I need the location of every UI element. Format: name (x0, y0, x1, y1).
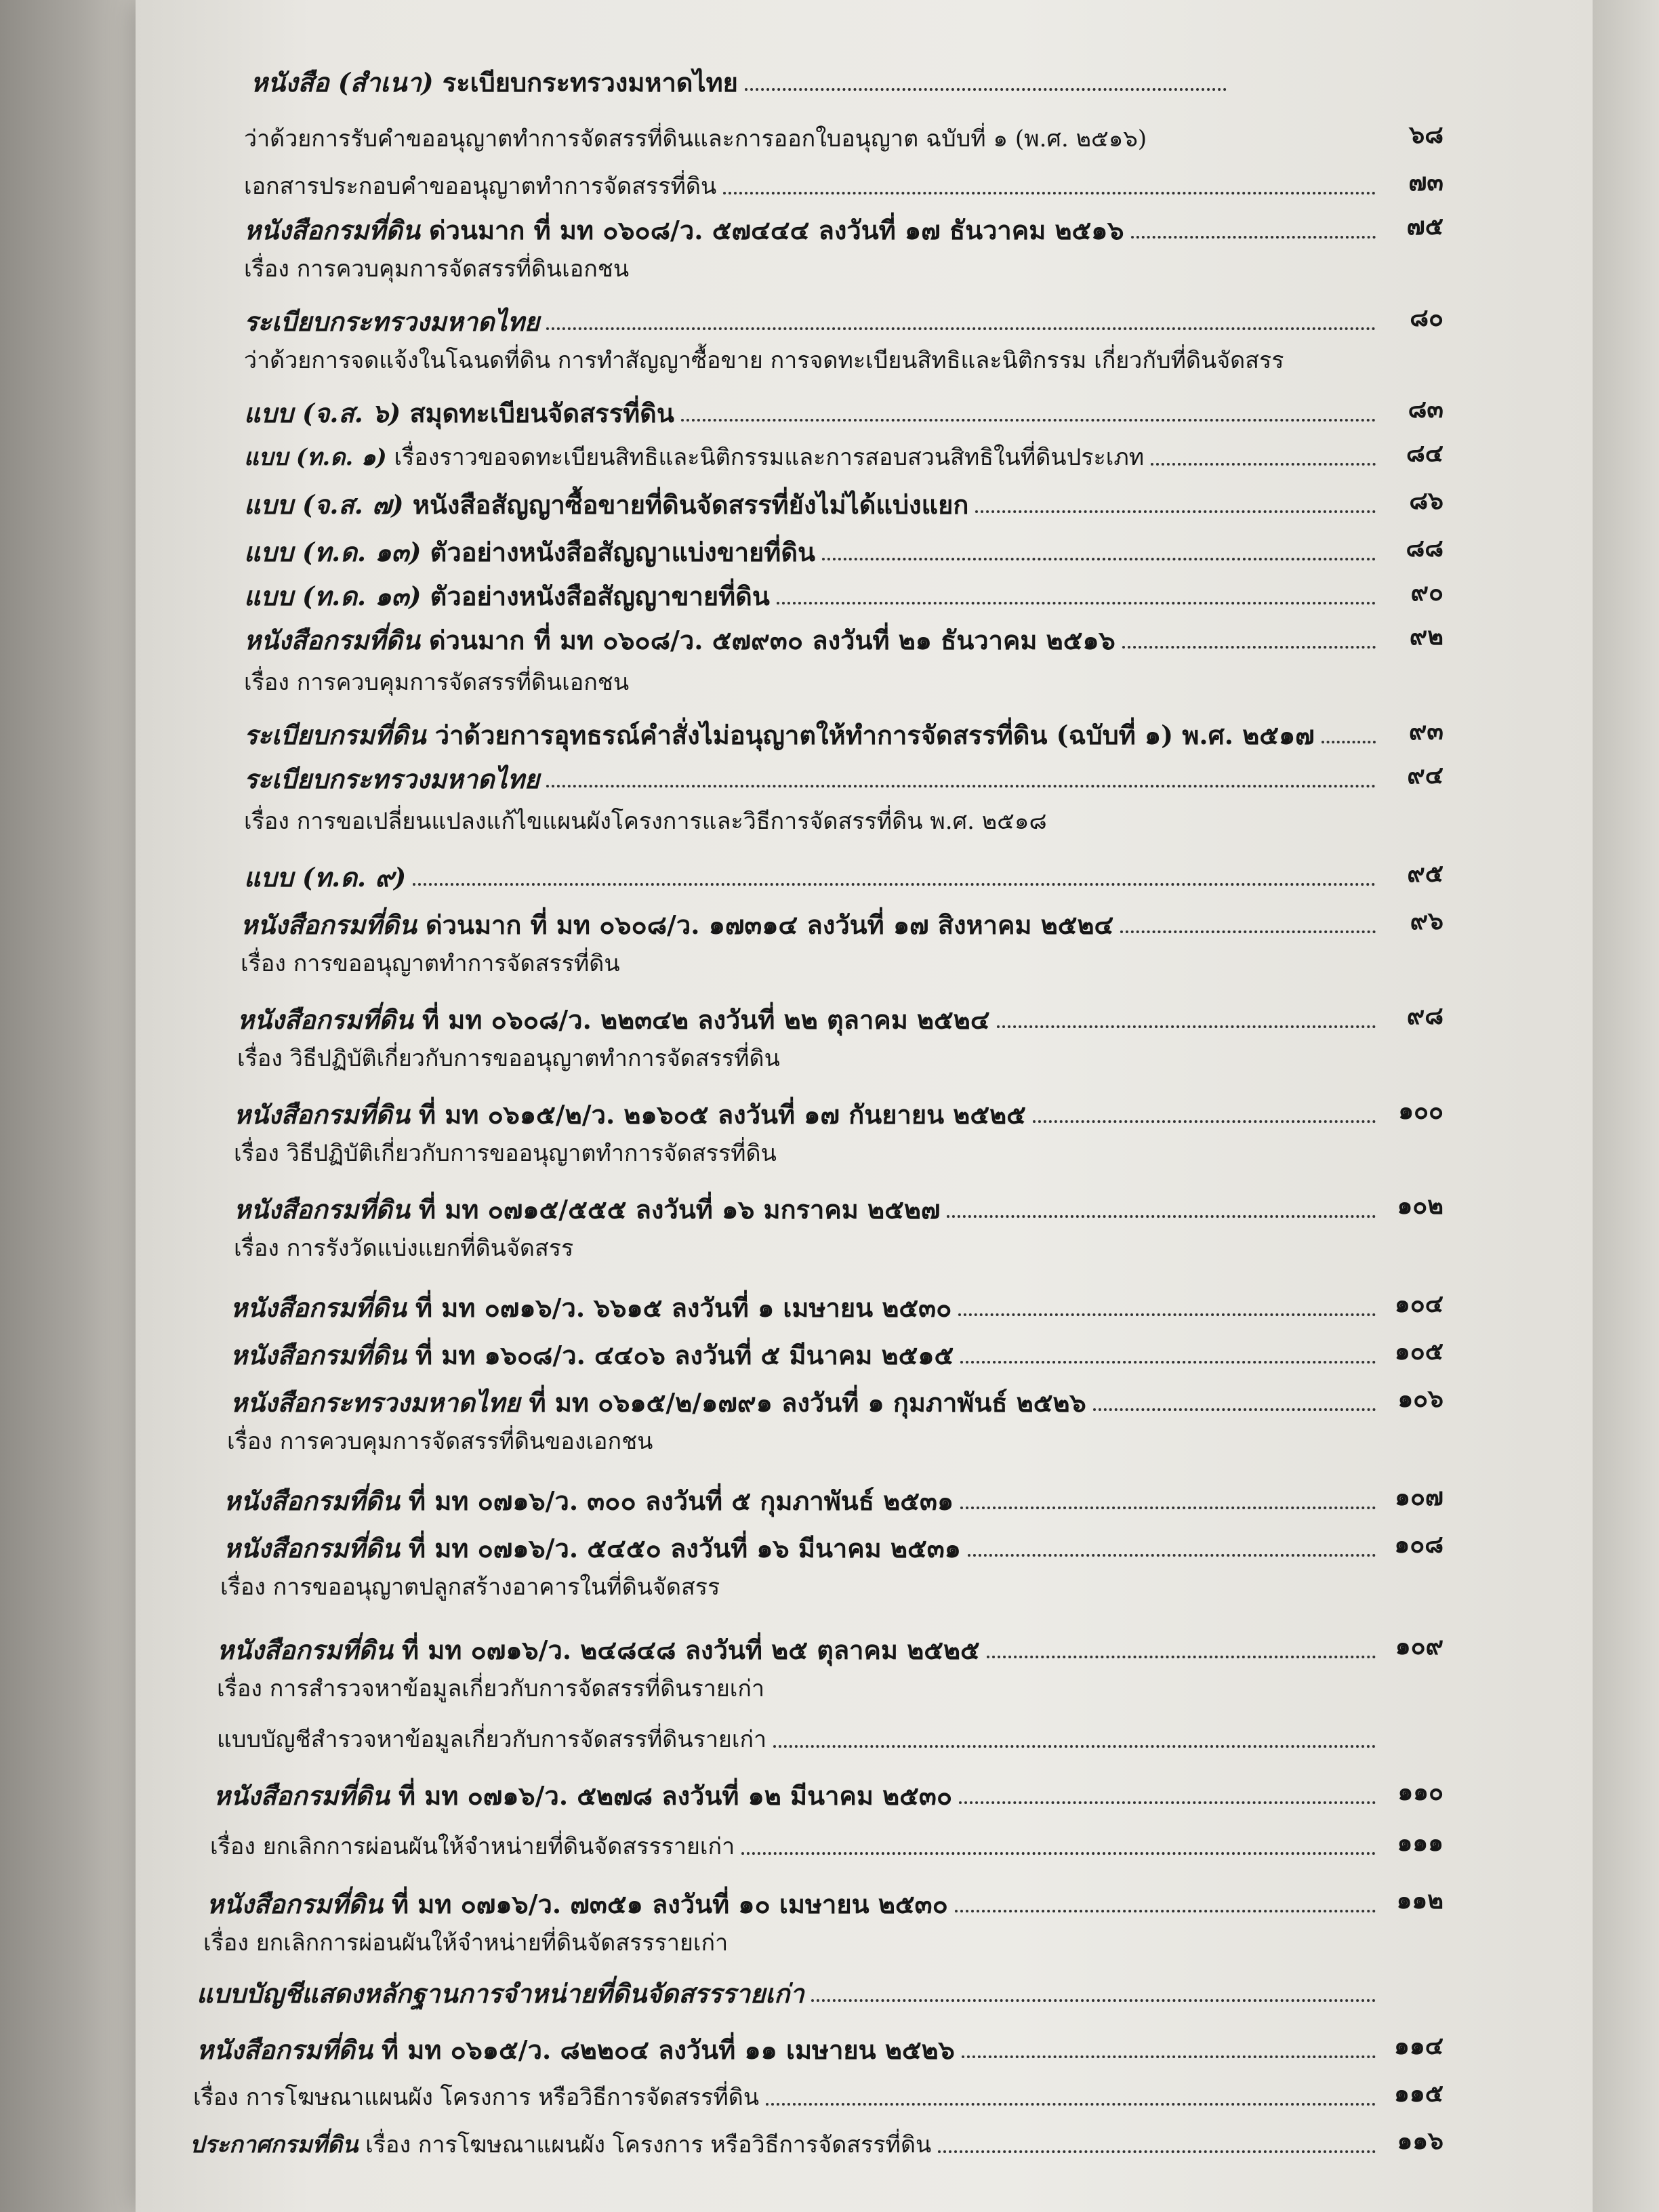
toc-entry (213, 1772, 1443, 1811)
toc-entry-title (217, 1725, 766, 1755)
toc-entry-lead: แบบ (ท.ด. ๙) (244, 862, 407, 893)
dot-leader (811, 1999, 1376, 2002)
dot-leader (1120, 930, 1376, 933)
toc-entry-text: เรื่อง การสำรวจหาข้อมูลเกี่ยวกับการจัดสรรที่ดินรายเก่า (217, 1675, 765, 1702)
dot-leader (938, 2150, 1376, 2153)
page-number: ๑๐๒ (1397, 1191, 1443, 1220)
toc-entry-text: ที่ มท ๐๗๑๖/ว. ๓๐๐ ลงวันที่ ๕ กุมภาพันธ์ ๒๕๓๑ (409, 1486, 954, 1516)
toc-entry (230, 1284, 1443, 1323)
toc-entry-text: เรื่อง การขออนุญาตทำการจัดสรรที่ดิน (241, 950, 620, 977)
toc-entry-title (193, 2083, 759, 2112)
page-number: ๑๐๙ (1395, 1632, 1443, 1660)
toc-entry (197, 2026, 1443, 2065)
page-number: ๗๓ (1408, 168, 1443, 197)
dot-leader (987, 1656, 1376, 1658)
toc-entry (234, 1186, 1443, 1225)
toc-entry-title (244, 581, 770, 611)
toc-entry-lead: แบบ (ท.ด. ๑) (244, 444, 387, 471)
dot-leader (413, 883, 1376, 886)
toc-entry-lead: หนังสือกรมที่ดิน (224, 1533, 400, 1563)
page-number: ๙๕ (1407, 859, 1443, 888)
toc-entry-text: เอกสารประกอบคำขออนุญาตทำการจัดสรรที่ดิน (244, 173, 717, 200)
toc-entry-text: ด่วนมาก ที่ มท ๐๖๐๘/ว. ๕๗๔๔๔ ลงวันที่ ๑๗ ธันวาคม ๒๕๑๖ (429, 215, 1124, 245)
toc-entry-title (213, 1781, 952, 1811)
toc-entry (217, 1626, 1443, 1665)
dot-leader (947, 1215, 1376, 1218)
toc-entry (230, 1332, 1443, 1370)
toc-entry (244, 163, 1443, 201)
dot-leader (723, 192, 1376, 194)
toc-entry-text: แบบบัญชีสำรวจหาข้อมูลเกี่ยวกับการจัดสรรที่ดินรายเก่า (217, 1726, 767, 1753)
page-number: ๘๖ (1409, 487, 1443, 515)
dot-leader (958, 1313, 1376, 1316)
toc-entry-lead: แบบ (ท.ด. ๑๓) (244, 581, 422, 611)
toc-entry-title (244, 171, 716, 201)
toc-entry-text: ที่ มท ๐๗๑๖/ว. ๕๔๕๐ ลงวันที่ ๑๖ มีนาคม ๒๕๓๑ (409, 1533, 961, 1563)
dot-leader (766, 2103, 1376, 2106)
toc-entry (234, 1139, 1443, 1168)
page-number: ๑๐๐ (1398, 1097, 1443, 1125)
toc-entry-text: สมุดทะเบียนจัดสรรที่ดิน (409, 398, 674, 428)
toc-entry-title (244, 346, 1284, 375)
toc-entry-title (230, 1340, 954, 1370)
toc-entry (234, 1233, 1443, 1263)
toc-entry-lead: หนังสือกรมที่ดิน (244, 215, 420, 245)
page-number: ๑๐๘ (1394, 1530, 1443, 1559)
page-number: ๑๑๑ (1397, 1828, 1443, 1857)
dot-leader (968, 1554, 1376, 1557)
toc-entry-lead: หนังสือกรมที่ดิน (224, 1486, 400, 1516)
toc-entry-title (230, 1293, 951, 1323)
toc-entry-title (244, 124, 1147, 154)
toc-entry (244, 712, 1443, 750)
toc-entry (244, 529, 1443, 567)
page-number: ๘๐ (1410, 304, 1443, 332)
toc-entry (237, 1044, 1443, 1073)
toc-entry (197, 1979, 1443, 2009)
toc-entry-title (244, 626, 1115, 655)
toc-entry-title (237, 1044, 780, 1073)
toc-entry (210, 1823, 1443, 1862)
toc-entry-title (234, 1139, 777, 1168)
page-number: ๘๘ (1406, 534, 1443, 562)
toc-entry (244, 806, 1443, 836)
toc-entry-lead: หนังสือกรมที่ดิน (230, 1340, 407, 1370)
toc-entry-title (244, 398, 674, 428)
toc-entry-text: ที่ มท ๐๗๑๖/ว. ๕๒๗๘ ลงวันที่ ๑๒ มีนาคม ๒๕๓๐ (398, 1780, 953, 1811)
toc-entry-title (234, 1100, 1026, 1130)
page-number: ๑๑๖ (1397, 2127, 1443, 2155)
dot-leader (975, 510, 1376, 513)
toc-entry-title (251, 68, 738, 98)
dot-leader (1131, 236, 1376, 239)
toc-entry-text: เรื่อง วิธีปฏิบัติเกี่ยวกับการขออนุญาตทำการจัดสรรที่ดิน (237, 1045, 780, 1072)
toc-entry (203, 1928, 1443, 1958)
toc-entry (244, 854, 1443, 893)
toc-entry-lead: หนังสือกรมที่ดิน (230, 1292, 407, 1323)
toc-entry (227, 1427, 1443, 1456)
toc-entry-text: เรื่อง การควบคุมการจัดสรรที่ดินเอกชน (244, 255, 630, 283)
dot-leader (1033, 1120, 1376, 1123)
toc-entry-title (190, 2130, 931, 2160)
toc-entry-title (244, 668, 629, 697)
toc-entry-lead: หนังสือกระทรวงมหาดไทย (230, 1387, 520, 1418)
dot-leader (962, 2055, 1376, 2058)
toc-entry-text: เรื่อง ยกเลิกการผ่อนผันให้จำหน่ายที่ดินจัดสรรรายเก่า (203, 1929, 729, 1957)
dot-leader (546, 785, 1376, 787)
dot-leader (1322, 741, 1376, 743)
toc-entry-text: ที่ มท ๐๖๑๕/๒/ว. ๒๑๖๐๕ ลงวันที่ ๑๗ กันยายน ๒๕๒๕ (419, 1099, 1026, 1130)
toc-entry-text: เรื่องราวขอจดทะเบียนสิทธิและนิติกรรมและการสอบสวนสิทธิในที่ดินประเภท (394, 444, 1145, 471)
dot-leader (1122, 646, 1376, 649)
toc-entry-lead: ระเบียบกรมที่ดิน (244, 720, 426, 750)
toc-entry-title (203, 1928, 728, 1958)
toc-entry-title (244, 254, 629, 284)
toc-entry-title (244, 806, 1047, 836)
page-number: ๖๘ (1409, 121, 1443, 149)
toc-entry-title (217, 1635, 980, 1665)
toc-entry-lead: แบบ (จ.ส. ๗) (244, 489, 404, 520)
toc-entry (244, 573, 1443, 611)
toc-entry-text: ว่าด้วยการอุทธรณ์คำสั่งไม่อนุญาตให้ทำการจัดสรรที่ดิน (ฉบับที่ ๑) พ.ศ. ๒๕๑๗ (434, 720, 1315, 750)
toc-entry-title (197, 2035, 955, 2065)
toc-entry-lead: แบบบัญชีแสดงหลักฐานการจำหน่ายที่ดินจัดสรรรายเก่า (197, 1978, 804, 2009)
toc-entry-title (241, 949, 620, 979)
toc-entry (244, 346, 1443, 375)
toc-entry-lead: หนังสือ (สำเนา) (251, 67, 434, 98)
toc-entry-lead: หนังสือกรมที่ดิน (237, 1004, 413, 1035)
toc-entry (230, 1379, 1443, 1418)
toc-entry-text: ที่ มท ๐๗๑๖/ว. ๒๔๘๔๘ ลงวันที่ ๒๕ ตุลาคม ๒๕๒๕ (402, 1635, 980, 1665)
toc-entry-title (207, 1889, 948, 1919)
toc-entry-lead: หนังสือกรมที่ดิน (217, 1635, 393, 1665)
page-number: ๙๘ (1406, 1002, 1443, 1030)
toc-entry-text: ที่ มท ๐๖๐๘/ว. ๒๒๓๔๒ ลงวันที่ ๒๒ ตุลาคม ๒๕๒๔ (422, 1004, 990, 1035)
toc-entry-title (210, 1832, 735, 1862)
toc-entry-text: ตัวอย่างหนังสือสัญญาแบ่งขายที่ดิน (430, 537, 816, 567)
dot-leader (960, 1507, 1376, 1509)
toc-entry-text: เรื่อง การโฆษณาแผนผัง โครงการ หรือวิธีการจัดสรรที่ดิน (365, 2131, 932, 2158)
toc-entry (207, 1881, 1443, 1919)
toc-entry (244, 298, 1443, 337)
toc-entry (244, 481, 1443, 520)
toc-page (136, 0, 1593, 2212)
page-number: ๑๐๗ (1395, 1483, 1443, 1511)
page-number: ๑๑๔ (1394, 2032, 1443, 2060)
dot-leader (546, 327, 1376, 330)
toc-entry (241, 949, 1443, 979)
toc-entry-text: ว่าด้วยการรับคำขออนุญาตทำการจัดสรรที่ดินและการออกใบอนุญาต ฉบับที่ ๑ (พ.ศ. ๒๕๑๖) (244, 125, 1147, 152)
next-page-edge (1593, 0, 1659, 2212)
page-number: ๑๐๔ (1394, 1290, 1443, 1318)
toc-entry-title (217, 1674, 764, 1704)
toc-entry-lead: หนังสือกรมที่ดิน (207, 1889, 383, 1919)
dot-leader (773, 1745, 1376, 1748)
toc-entry-text: ระเบียบกระทรวงมหาดไทย (442, 67, 738, 98)
toc-entry (244, 207, 1443, 245)
toc-entry-title (234, 1195, 940, 1225)
toc-entry-title (230, 1388, 1086, 1418)
page-number: ๑๑๒ (1396, 1886, 1443, 1914)
page-number: ๙๔ (1407, 761, 1443, 790)
page-number: ๑๑๕ (1394, 2079, 1443, 2108)
toc-entry-lead: หนังสือกรมที่ดิน (197, 2034, 373, 2065)
page-number: ๙๒ (1409, 622, 1443, 651)
dot-leader (822, 558, 1376, 560)
toc-entry-title (244, 443, 1144, 472)
toc-entry-title (234, 1233, 573, 1263)
dot-leader (1093, 1408, 1376, 1411)
page-number: ๙๐ (1410, 578, 1443, 607)
toc-entry-lead: หนังสือกรมที่ดิน (241, 909, 417, 940)
toc-entry-text: ที่ มท ๐๗๑๖/ว. ๗๓๕๑ ลงวันที่ ๑๐ เมษายน ๒๕๓๐ (392, 1889, 948, 1919)
page-number: ๙๓ (1409, 717, 1443, 745)
toc-entry-title (244, 764, 539, 794)
toc-entry-lead: หนังสือกรมที่ดิน (234, 1099, 410, 1130)
toc-entry (244, 617, 1443, 655)
toc-entry-title (241, 910, 1113, 940)
toc-entry-text: เรื่อง การควบคุมการจัดสรรที่ดินของเอกชน (227, 1428, 653, 1455)
page-number: ๑๑๐ (1397, 1778, 1443, 1806)
page-number: ๙๖ (1410, 907, 1443, 935)
page-number: ๘๓ (1408, 395, 1443, 424)
toc-entry-lead: หนังสือกรมที่ดิน (244, 625, 420, 655)
dot-leader (955, 1910, 1376, 1912)
toc-entry-title (244, 490, 968, 520)
toc-entry (193, 2074, 1443, 2112)
toc-entry (244, 390, 1443, 428)
toc-entry-lead: แบบ (ท.ด. ๑๓) (244, 537, 422, 567)
toc-entry (224, 1525, 1443, 1563)
toc-entry-lead: แบบ (จ.ส. ๖) (244, 398, 401, 428)
page-number: ๘๔ (1406, 439, 1443, 468)
toc-entry-text: ที่ มท ๐๗๑๖/ว. ๖๖๑๕ ลงวันที่ ๑ เมษายน ๒๕๓๐ (415, 1292, 952, 1323)
toc-entry (217, 1674, 1443, 1704)
toc-entry-title (197, 1979, 804, 2009)
page-number: ๑๐๖ (1397, 1385, 1443, 1413)
toc-entry (234, 1091, 1443, 1130)
toc-entry (241, 901, 1443, 940)
toc-entry-title (224, 1486, 954, 1516)
dot-leader (741, 1852, 1376, 1855)
toc-entry-text: ว่าด้วยการจดแจ้งในโฉนดที่ดิน การทำสัญญาซื้อขาย การจดทะเบียนสิทธิและนิติกรรม เกี่ยวกับที่ดินจัดสรร (244, 347, 1284, 374)
page-number: ๗๕ (1406, 212, 1443, 241)
toc-entry (220, 1572, 1443, 1602)
toc-entry-title (237, 1005, 990, 1035)
toc-entry-text: ที่ มท ๐๗๑๕/๕๕๕ ลงวันที่ ๑๖ มกราคม ๒๕๒๗ (419, 1194, 941, 1225)
toc-entry (244, 756, 1443, 794)
toc-entry-title (244, 216, 1124, 245)
dot-leader (960, 1361, 1376, 1364)
dot-leader (997, 1025, 1376, 1028)
toc-entry-text: เรื่อง การขอเปลี่ยนแปลงแก้ไขแผนผังโครงการและวิธีการจัดสรรที่ดิน พ.ศ. ๒๕๑๘ (244, 808, 1047, 835)
toc-entry-title (244, 537, 815, 567)
toc-entry-title (244, 863, 406, 893)
toc-entry-text: ที่ มท ๑๖๐๘/ว. ๔๔๐๖ ลงวันที่ ๕ มีนาคม ๒๕๑๕ (415, 1340, 954, 1370)
toc-entry (224, 1477, 1443, 1516)
toc-entry-title (244, 307, 539, 337)
toc-entry-text: เรื่อง การรังวัดแบ่งแยกที่ดินจัดสรร (234, 1235, 574, 1262)
toc-entry-lead: ระเบียบกระทรวงมหาดไทย (244, 764, 540, 794)
toc-entry-text: เรื่อง วิธีปฏิบัติเกี่ยวกับการขออนุญาตทำการจัดสรรที่ดิน (234, 1140, 777, 1167)
toc-entry-text: เรื่อง การโฆษณาแผนผัง โครงการ หรือวิธีการจัดสรรที่ดิน (193, 2084, 760, 2111)
toc-entry-title (227, 1427, 653, 1456)
toc-entry (244, 668, 1098, 697)
dot-leader (1151, 463, 1376, 466)
toc-entry (251, 68, 1294, 98)
toc-entry (244, 115, 1443, 154)
book-spine-shadow (0, 0, 142, 2212)
toc-entry (190, 2121, 1443, 2160)
page-number: ๑๐๕ (1394, 1337, 1443, 1366)
dot-leader (745, 88, 1227, 91)
toc-entry-text: ที่ มท ๐๖๑๕/๒/๑๗๙๑ ลงวันที่ ๑ กุมภาพันธ์ ๒๕๒๖ (529, 1387, 1086, 1418)
toc-entry-lead: ประกาศกรมที่ดิน (190, 2131, 359, 2158)
toc-entry-lead: ระเบียบกระทรวงมหาดไทย (244, 306, 540, 337)
toc-entry-lead: หนังสือกรมที่ดิน (213, 1780, 390, 1811)
dot-leader (681, 419, 1376, 422)
toc-entry-text: ที่ มท ๐๖๑๕/ว. ๘๒๒๐๔ ลงวันที่ ๑๑ เมษายน ๒๕๒๖ (382, 2034, 955, 2065)
toc-entry (244, 254, 1098, 284)
dot-leader (959, 1801, 1376, 1804)
toc-entry-text: ด่วนมาก ที่ มท ๐๖๐๘/ว. ๕๗๙๓๐ ลงวันที่ ๒๑ ธันวาคม ๒๕๑๖ (429, 625, 1115, 655)
toc-entry-text: ตัวอย่างหนังสือสัญญาขายที่ดิน (430, 581, 770, 611)
toc-entry-title (220, 1572, 720, 1602)
toc-entry-text: เรื่อง การขออนุญาตปลูกสร้างอาคารในที่ดินจัดสรร (220, 1574, 720, 1601)
toc-entry-title (244, 720, 1315, 750)
toc-entry-title (224, 1534, 961, 1563)
toc-entry-text: หนังสือสัญญาซื้อขายที่ดินจัดสรรที่ยังไม่ได้แบ่งแยก (412, 489, 969, 520)
toc-entry-text: เรื่อง การควบคุมการจัดสรรที่ดินเอกชน (244, 669, 630, 696)
dot-leader (777, 602, 1376, 605)
toc-entry-text: เรื่อง ยกเลิกการผ่อนผันให้จำหน่ายที่ดินจัดสรรรายเก่า (210, 1833, 735, 1860)
toc-entry (244, 434, 1443, 472)
toc-entry-lead: หนังสือกรมที่ดิน (234, 1194, 410, 1225)
toc-entry-text: ด่วนมาก ที่ มท ๐๖๐๘/ว. ๑๗๓๑๔ ลงวันที่ ๑๗ สิงหาคม ๒๕๒๔ (426, 909, 1114, 940)
toc-entry (237, 996, 1443, 1035)
toc-entry (217, 1725, 1443, 1755)
